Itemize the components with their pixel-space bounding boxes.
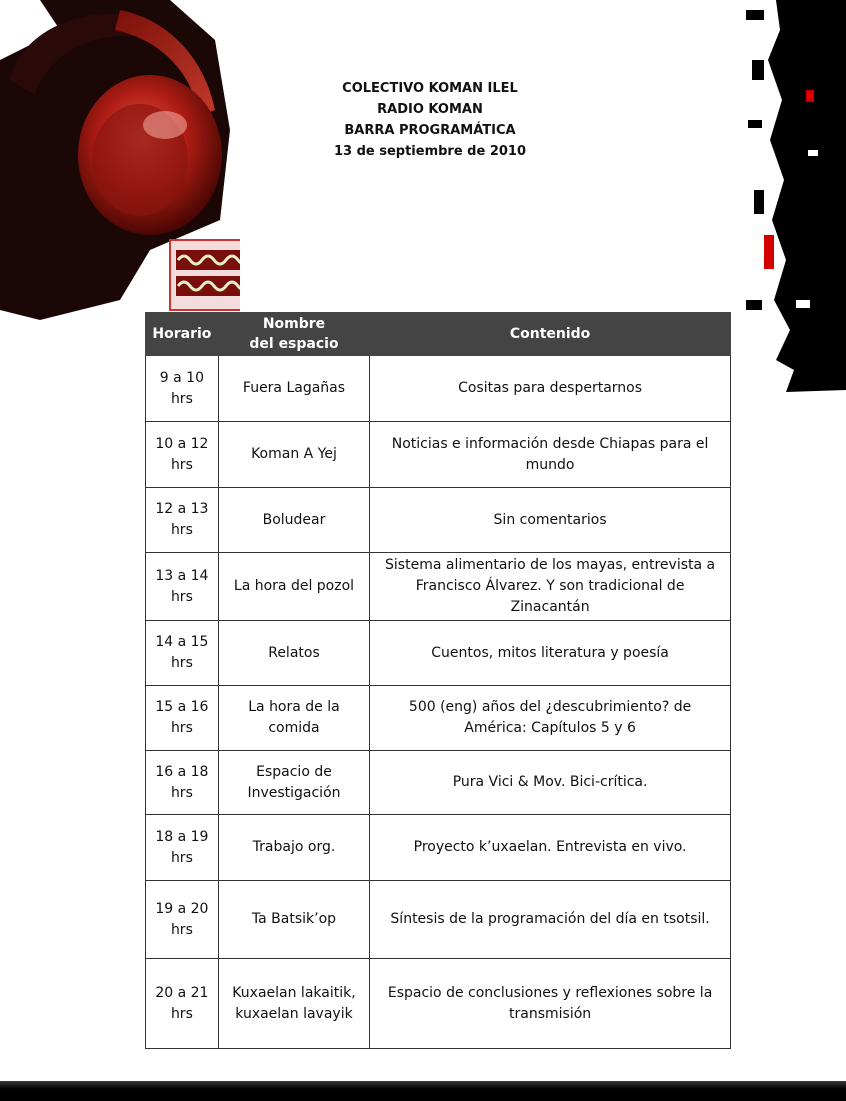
contenido-cell: Noticias e información desde Chiapas para el mundo (370, 422, 731, 488)
horario-cell: 12 a 13 hrs (146, 488, 219, 553)
column-header-nombre: Nombre del espacio (218, 313, 369, 356)
right-edge-artwork (746, 0, 846, 400)
contenido-cell: Cuentos, mitos literatura y poesía (370, 621, 731, 686)
horario-cell: 18 a 19 hrs (146, 815, 219, 881)
document-header (300, 78, 560, 162)
table-row (146, 815, 731, 881)
radio-name: RADIO KOMAN (377, 102, 483, 117)
contenido-cell: Espacio de conclusiones y reflexiones sobre la transmisión (370, 959, 731, 1049)
contenido-cell: Sin comentarios (370, 488, 731, 553)
nombre-cell: Boludear (218, 488, 369, 553)
headphones-radio-illustration (0, 0, 240, 330)
horario-cell: 13 a 14 hrs (146, 553, 219, 621)
horario-cell: 10 a 12 hrs (146, 422, 219, 488)
column-header-horario: Horario (146, 313, 219, 356)
horario-cell: 14 a 15 hrs (146, 621, 219, 686)
bottom-border-bar (0, 1081, 846, 1101)
nombre-cell: Trabajo org. (218, 815, 369, 881)
table-row (146, 621, 731, 686)
nombre-cell: La hora de la comida (218, 686, 369, 751)
contenido-cell: Proyecto k’uxaelan. Entrevista en vivo. (370, 815, 731, 881)
table-row (146, 881, 731, 959)
nombre-cell: Relatos (218, 621, 369, 686)
contenido-cell: Síntesis de la programación del día en tsotsil. (370, 881, 731, 959)
nombre-cell: Koman A Yej (218, 422, 369, 488)
horario-cell: 9 a 10 hrs (146, 356, 219, 422)
horario-cell: 16 a 18 hrs (146, 751, 219, 815)
collective-name: COLECTIVO KOMAN ILEL (342, 81, 518, 96)
horario-cell: 15 a 16 hrs (146, 686, 219, 751)
nombre-cell: La hora del pozol (218, 553, 369, 621)
table-row (146, 488, 731, 553)
column-header-contenido: Contenido (370, 313, 731, 356)
nombre-cell: Kuxaelan lakaitik, kuxaelan lavayik (218, 959, 369, 1049)
nombre-cell: Espacio de Investigación (218, 751, 369, 815)
program-schedule-table (145, 312, 731, 1049)
contenido-cell: Cositas para despertarnos (370, 356, 731, 422)
table-row (146, 553, 731, 621)
nombre-cell: Ta Batsik’op (218, 881, 369, 959)
contenido-cell: Sistema alimentario de los mayas, entrevista a Francisco Álvarez. Y son tradicional de Zinacantán (370, 553, 731, 621)
contenido-cell: Pura Vici & Mov. Bici-crítica. (370, 751, 731, 815)
table-row (146, 751, 731, 815)
contenido-cell: 500 (eng) años del ¿descubrimiento? de América: Capítulos 5 y 6 (370, 686, 731, 751)
nombre-cell: Fuera Lagañas (218, 356, 369, 422)
table-row (146, 356, 731, 422)
table-row (146, 959, 731, 1049)
document-date: 13 de septiembre de 2010 (333, 144, 527, 159)
horario-cell: 19 a 20 hrs (146, 881, 219, 959)
table-row (146, 686, 731, 751)
horario-cell: 20 a 21 hrs (146, 959, 219, 1049)
table-header-row (146, 313, 731, 356)
table-row (146, 422, 731, 488)
document-title: BARRA PROGRAMÁTICA (344, 123, 516, 138)
